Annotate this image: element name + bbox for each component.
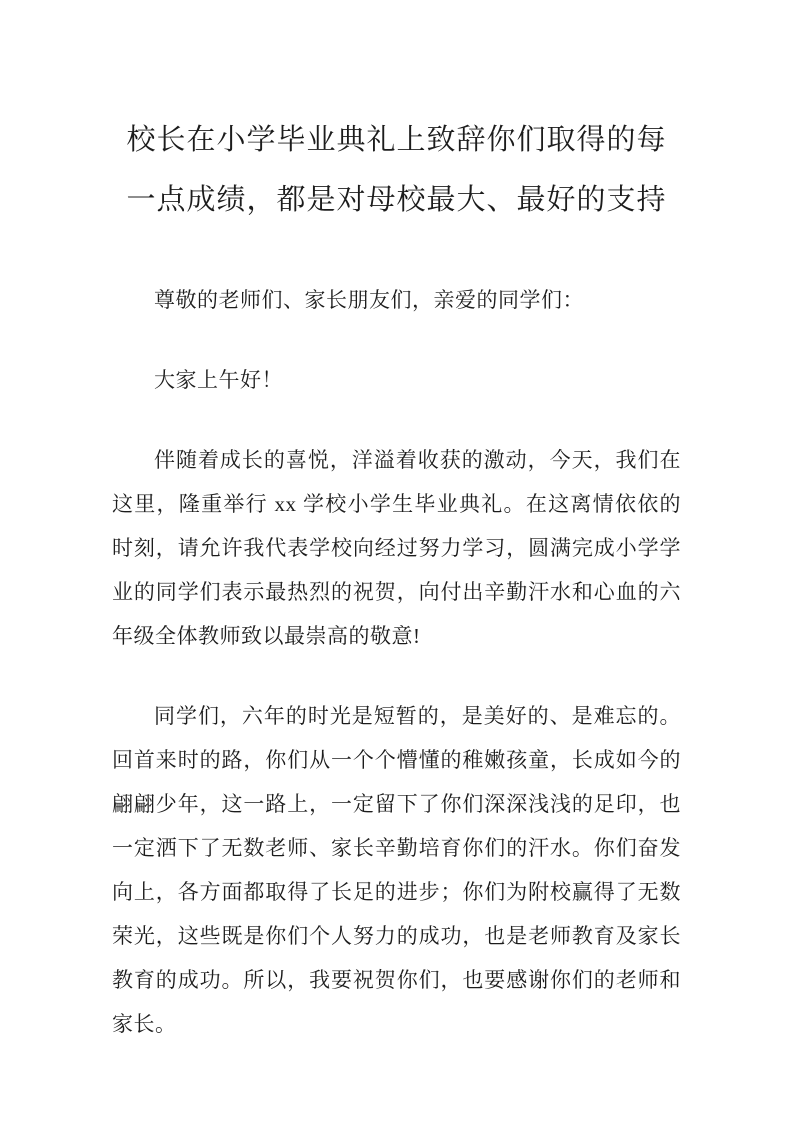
document-title: 校长在小学毕业典礼上致辞你们取得的每一点成绩，都是对母校最大、最好的支持: [126, 124, 667, 216]
salutation-paragraph: 尊敬的老师们、家长朋友们，亲爱的同学们：: [154, 288, 584, 312]
greeting-paragraph: 大家上午好！: [154, 368, 283, 392]
body-paragraph-six-years-review: 同学们，六年的时光是短暂的，是美好的、是难忘的。回首来时的路，你们从一个个懵懂的稚嫩孩童，长成如今的翩翩少年，这一路上，一定留下了你们深深浅浅的足印，也一定洒下了无数老师、家长辛勤培育你们的汗水。你们奋发向上，各方面都取得了长足的进步；你们为附校赢得了无数荣光，这些既是你们个人努力的成功，也是老师教育及家长教育的成功。所以，我要祝贺你们，也要感谢你们的老师和家长。: [112, 704, 681, 1036]
body-paragraph-ceremony-opening: 伴随着成长的喜悦，洋溢着收获的激动，今天，我们在这里，隆重举行 xx 学校小学生毕业典礼。在这离情依依的时刻，请允许我代表学校向经过努力学习，圆满完成小学学业的同学们表示最热烈的祝贺，向付出辛勤汗水和心血的六年级全体教师致以最崇高的敬意!: [112, 448, 681, 648]
